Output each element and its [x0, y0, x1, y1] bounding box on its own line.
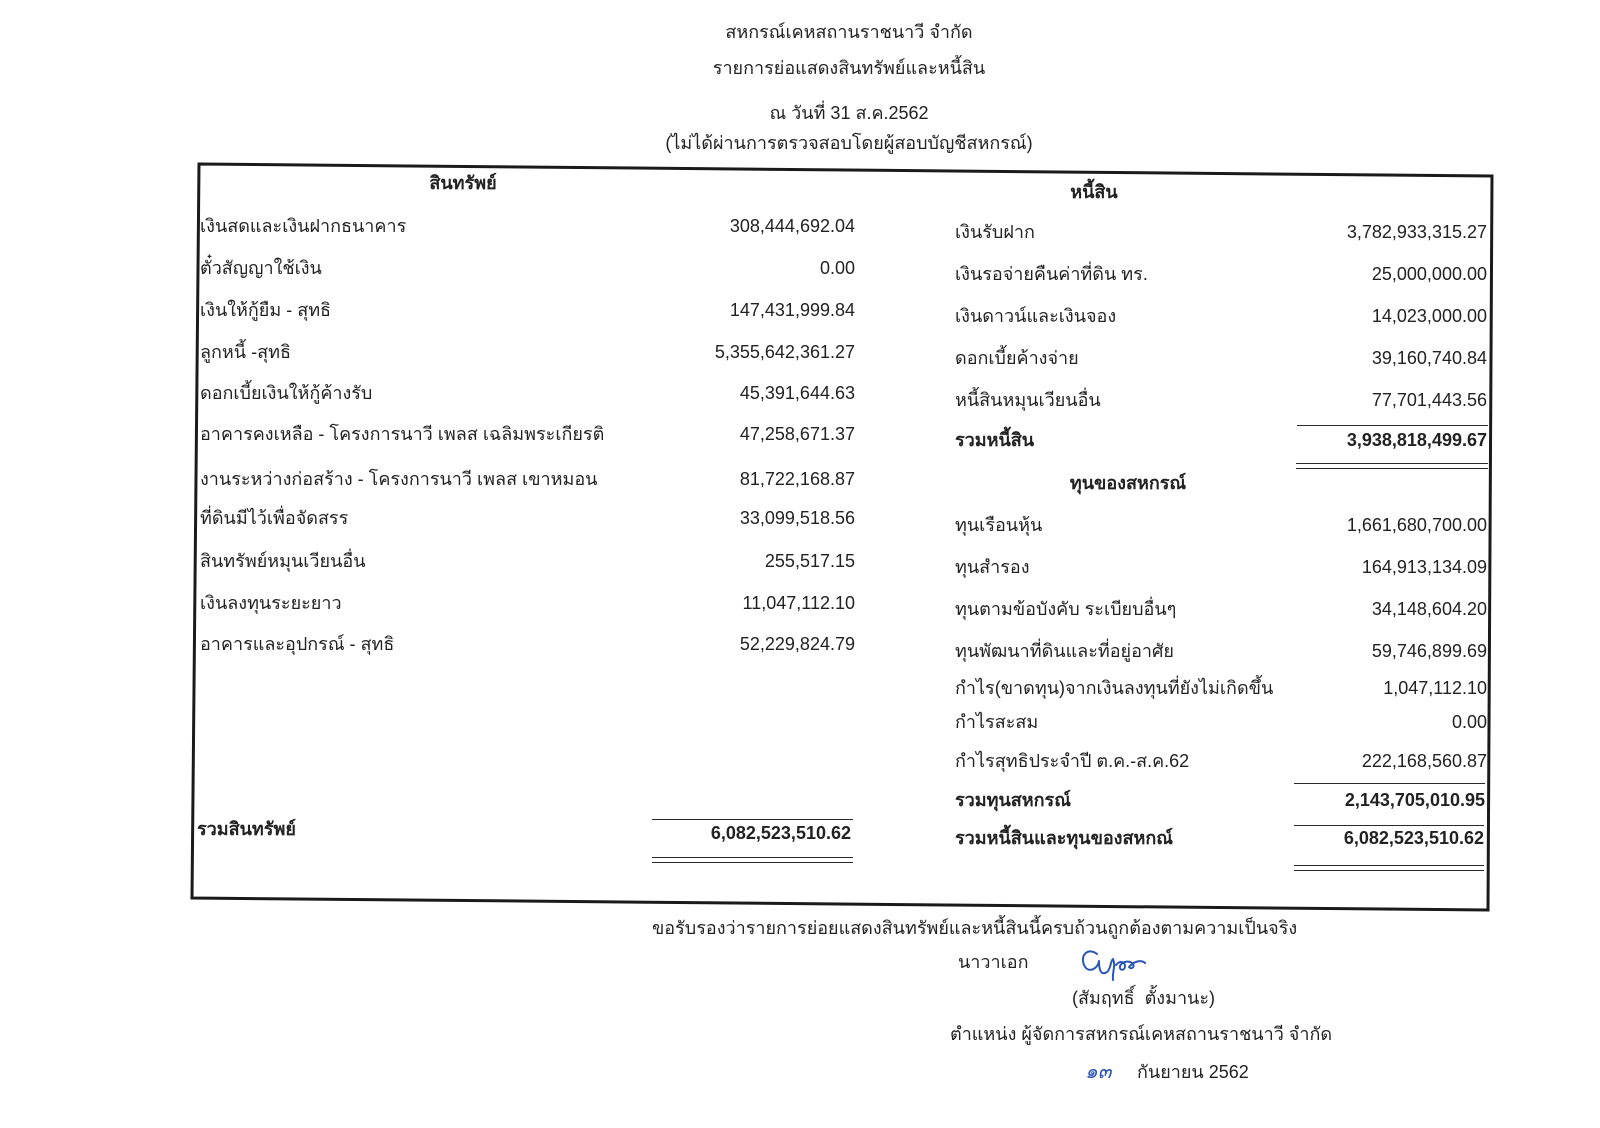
asset-row: [200, 339, 855, 365]
asset-row: [200, 213, 855, 239]
liability-row: [955, 261, 1487, 287]
equity-heading: ทุนของสหกรณ์: [1069, 473, 1187, 493]
liability-row: [955, 387, 1487, 413]
liability-amount: 25,000,000.00: [1371, 264, 1487, 284]
asset-label: ลูกหนี้ -สุทธิ: [200, 342, 291, 362]
asset-amount: 45,391,644.63: [739, 383, 855, 403]
asset-amount: 0.00: [819, 258, 855, 278]
liability-row: [955, 219, 1487, 245]
asset-label: เงินลงทุนระยะยาว: [200, 593, 342, 613]
equity-amount: 222,168,560.87: [1361, 751, 1487, 771]
equity-amount: 59,746,899.69: [1371, 641, 1487, 661]
liability-label: เงินรอจ่ายคืนค่าที่ดิน ทร.: [955, 264, 1148, 284]
equity-total-amount: 2,143,705,010.95: [1344, 790, 1485, 810]
asset-amount: 47,258,671.37: [739, 424, 855, 444]
signatory-position: ตำแหน่ง ผู้จัดการสหกรณ์เคหสถานราชนาวี จำกัด: [950, 1024, 1333, 1044]
asset-label: ที่ดินมีไว้เพื่อจัดสรร: [200, 508, 349, 528]
asset-amount: 5,355,642,361.27: [714, 342, 855, 362]
equity-total-top-rule: [1294, 783, 1485, 784]
liability-amount: 39,160,740.84: [1371, 348, 1487, 368]
equity-label: ทุนเรือนหุ้น: [955, 515, 1043, 535]
equity-label: กำไรสุทธิประจำปี ต.ค.-ส.ค.62: [955, 751, 1190, 771]
assets-total-amount: 6,082,523,510.62: [710, 823, 851, 843]
asset-label: เงินสดและเงินฝากธนาคาร: [200, 216, 407, 236]
handwritten-date-day: ๑๓: [1085, 1059, 1112, 1083]
liabilities-total-row: [955, 427, 1487, 453]
liability-label: หนี้สินหมุนเวียนอื่น: [955, 390, 1101, 410]
asset-amount: 52,229,824.79: [739, 634, 855, 654]
equity-label: ทุนสำรอง: [955, 557, 1030, 577]
asset-row: [200, 255, 855, 281]
asset-row: [200, 297, 855, 323]
certification-statement: ขอรับรองว่ารายการย่อยแสดงสินทรัพย์และหนี้สินนี้ครบถ้วนถูกต้องตามความเป็นจริง: [652, 918, 1298, 938]
grand-total-double-rule: [1294, 865, 1484, 866]
signatory-rank: นาวาเอก: [958, 952, 1029, 972]
liability-amount: 77,701,443.56: [1371, 390, 1487, 410]
equity-row: [955, 675, 1487, 701]
liabilities-total-double-rule: [1296, 468, 1488, 469]
equity-amount: 1,047,112.10: [1383, 678, 1487, 698]
liability-amount: 3,782,933,315.27: [1346, 222, 1487, 242]
equity-label: ทุนตามข้อบังคับ ระเบียบอื่นๆ: [955, 599, 1177, 619]
signatory-name: (สัมฤทธิ์ ตั้งมานะ): [1072, 988, 1216, 1008]
liability-amount: 14,023,000.00: [1371, 306, 1487, 326]
liability-label: เงินดาวน์และเงินจอง: [955, 306, 1117, 326]
assets-heading: สินทรัพย์: [429, 173, 497, 193]
document-title: รายการย่อแสดงสินทรัพย์และหนี้สิน: [712, 58, 986, 78]
date-month-year: กันยายน 2562: [1137, 1062, 1249, 1082]
equity-row: [955, 638, 1487, 664]
asset-amount: 11,047,112.10: [742, 593, 855, 613]
asset-row: [200, 421, 855, 447]
grand-total-double-rule: [1294, 870, 1484, 871]
equity-label: กำไร(ขาดทุน)จากเงินลงทุนที่ยังไม่เกิดขึ้น: [955, 678, 1274, 698]
as-of-date: ณ วันที่ 31 ส.ค.2562: [769, 103, 929, 123]
equity-amount: 1,661,680,700.00: [1346, 515, 1487, 535]
grand-total-row: [955, 825, 1484, 851]
equity-label: ทุนพัฒนาที่ดินและที่อยู่อาศัย: [955, 641, 1174, 661]
liability-row: [955, 303, 1487, 329]
asset-amount: 308,444,692.04: [729, 216, 855, 236]
assets-total-double-rule: [652, 857, 853, 858]
equity-row: [955, 748, 1487, 774]
asset-row: [200, 631, 855, 657]
grand-total-amount: 6,082,523,510.62: [1343, 828, 1484, 848]
equity-amount: 0.00: [1451, 712, 1487, 732]
assets-total-label: รวมสินทรัพย์: [197, 819, 296, 839]
asset-row: [200, 548, 855, 574]
grand-total-label: รวมหนี้สินและทุนของสหกณ์: [955, 828, 1173, 848]
asset-amount: 147,431,999.84: [729, 300, 855, 320]
asset-row: [200, 505, 855, 531]
equity-amount: 34,148,604.20: [1371, 599, 1487, 619]
equity-label: กำไรสะสม: [955, 712, 1039, 732]
liabilities-total-label: รวมหนี้สิน: [955, 430, 1035, 450]
asset-label: ดอกเบี้ยเงินให้กู้ค้างรับ: [200, 383, 373, 403]
liability-label: เงินรับฝาก: [955, 222, 1035, 242]
liabilities-total-double-rule: [1296, 463, 1488, 464]
equity-row: [955, 709, 1487, 735]
asset-amount: 33,099,518.56: [739, 508, 855, 528]
liability-label: ดอกเบี้ยค้างจ่าย: [955, 348, 1079, 368]
equity-row: [955, 596, 1487, 622]
asset-label: สินทรัพย์หมุนเวียนอื่น: [200, 551, 366, 571]
asset-label: งานระหว่างก่อสร้าง - โครงการนาวี เพลส เขาหมอน: [200, 469, 598, 489]
asset-label: เงินให้กู้ยืม - สุทธิ: [200, 300, 332, 320]
asset-amount: 81,722,168.87: [739, 469, 855, 489]
asset-label: อาคารคงเหลือ - โครงการนาวี เพลส เฉลิมพระเกียรติ: [200, 424, 605, 444]
asset-label: อาคารและอุปกรณ์ - สุทธิ: [200, 634, 395, 654]
assets-total-double-rule: [652, 862, 853, 863]
org-name: สหกรณ์เคหสถานราชนาวี จำกัด: [725, 22, 973, 42]
equity-total-row: [955, 787, 1485, 813]
liability-row: [955, 345, 1487, 371]
asset-row: [200, 466, 855, 492]
equity-row: [955, 512, 1487, 538]
liabilities-heading: หนี้สิน: [1070, 182, 1118, 202]
asset-row: [200, 590, 855, 616]
liabilities-total-amount: 3,938,818,499.67: [1346, 430, 1487, 450]
asset-row: [200, 380, 855, 406]
equity-amount: 164,913,134.09: [1361, 557, 1487, 577]
liabilities-total-top-rule: [1297, 425, 1488, 426]
asset-amount: 255,517.15: [764, 551, 855, 571]
asset-label: ตั๋วสัญญาใช้เงิน: [200, 258, 322, 278]
equity-total-label: รวมทุนสหกรณ์: [955, 790, 1071, 810]
equity-row: [955, 554, 1487, 580]
audit-note: (ไม่ได้ผ่านการตรวจสอบโดยผู้สอบบัญชีสหกรณ์): [665, 133, 1033, 153]
